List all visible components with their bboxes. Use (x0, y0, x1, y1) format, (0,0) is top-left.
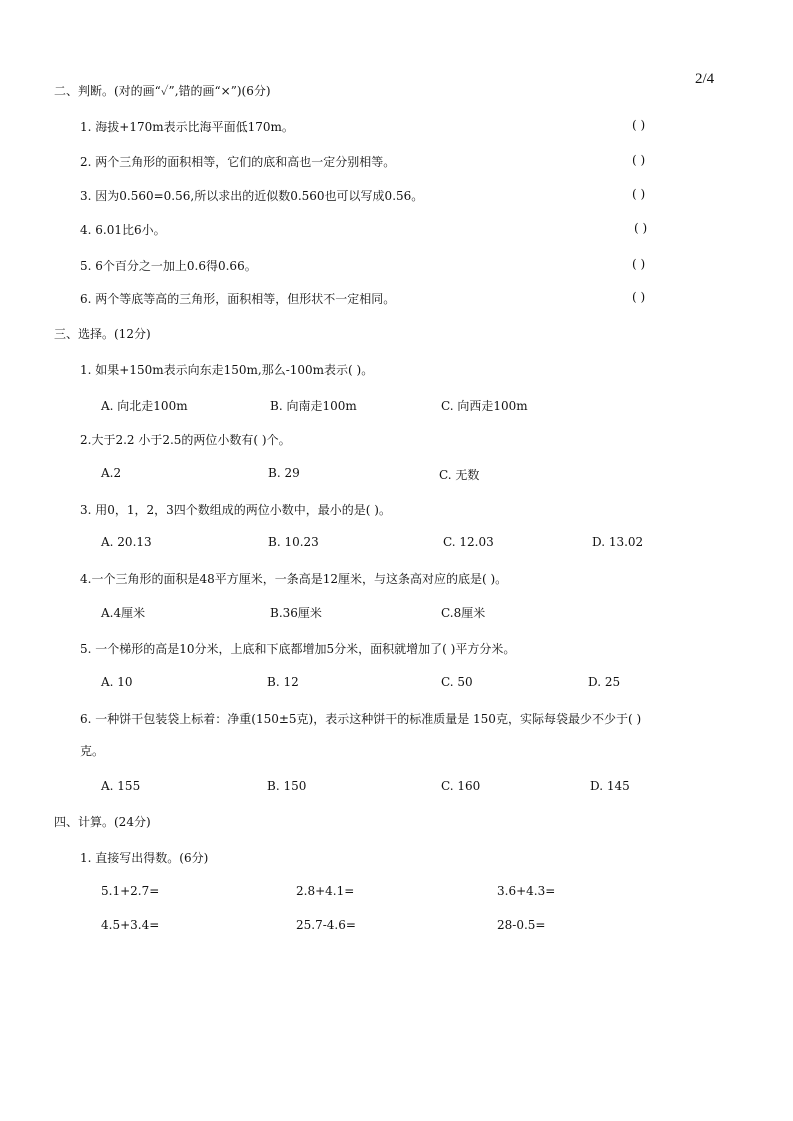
section-2-title: 二、判断。(对的画“✓”,错的画“×”)(6分) (54, 84, 271, 98)
calc-problem-6[interactable]: 28-0.5= (497, 918, 546, 932)
choice-6-option-a[interactable]: A. 155 (101, 779, 141, 793)
calc-problem-2[interactable]: 2.8+4.1= (296, 884, 355, 898)
calc-problem-5[interactable]: 25.7-4.6= (296, 918, 356, 932)
choice-1-option-b[interactable]: B. 向南走100m (270, 399, 357, 413)
choice-4-option-b[interactable]: B.36厘米 (270, 606, 322, 620)
judge-answer-6[interactable]: ( ) (632, 290, 646, 304)
choice-5-option-d[interactable]: D. 25 (588, 675, 621, 689)
choice-1-option-c[interactable]: C. 向西走100m (441, 399, 528, 413)
judge-answer-3[interactable]: ( ) (632, 187, 646, 201)
choice-2-option-b[interactable]: B. 29 (268, 466, 300, 480)
judge-answer-4[interactable]: ( ) (634, 221, 648, 235)
choice-5-option-c[interactable]: C. 50 (441, 675, 473, 689)
section-4-title: 四、计算。(24分) (54, 815, 151, 829)
choice-2-option-a[interactable]: A.2 (101, 466, 122, 480)
calc-problem-4[interactable]: 4.5+3.4= (101, 918, 160, 932)
choice-4-option-c[interactable]: C.8厘米 (441, 606, 486, 620)
choice-4-option-a[interactable]: A.4厘米 (101, 606, 146, 620)
judge-item-6: 6. 两个等底等高的三角形，面积相等，但形状不一定相同。 (80, 292, 396, 306)
choice-1-option-a[interactable]: A. 向北走100m (101, 399, 188, 413)
judge-answer-1[interactable]: ( ) (632, 118, 646, 132)
choice-5-option-b[interactable]: B. 12 (267, 675, 299, 689)
choice-3-option-b[interactable]: B. 10.23 (268, 535, 319, 549)
page-number: 2/4 (695, 71, 715, 87)
choice-question-6: 6. 一种饼干包装袋上标着：净重(150±5克)，表示这种饼干的标准质量是 150克，实际每袋最少不少于( ) (80, 712, 642, 726)
choice-2-option-c[interactable]: C. 无数 (439, 468, 480, 482)
choice-6-option-b[interactable]: B. 150 (267, 779, 307, 793)
judge-item-3: 3. 因为0.560=0.56,所以求出的近似数0.560也可以写成0.56。 (80, 189, 424, 203)
judge-item-5: 5. 6个百分之一加上0.6得0.66。 (80, 259, 257, 273)
choice-question-6-continued: 克。 (80, 744, 105, 758)
choice-question-2: 2.大于2.2 小于2.5的两位小数有( )个。 (80, 433, 291, 447)
section-3-title: 三、选择。(12分) (54, 327, 151, 341)
calc-problem-1[interactable]: 5.1+2.7= (101, 884, 160, 898)
choice-question-5: 5. 一个梯形的高是10分米，上底和下底都增加5分米，面积就增加了( )平方分米。 (80, 642, 516, 656)
choice-question-4: 4.一个三角形的面积是48平方厘米，一条高是12厘米，与这条高对应的底是( )。 (80, 572, 508, 586)
calc-subtitle-1: 1. 直接写出得数。(6分) (80, 851, 209, 865)
judge-answer-5[interactable]: ( ) (632, 257, 646, 271)
judge-item-4: 4. 6.01比6小。 (80, 223, 166, 237)
choice-3-option-a[interactable]: A. 20.13 (101, 535, 152, 549)
choice-3-option-c[interactable]: C. 12.03 (443, 535, 494, 549)
calc-problem-3[interactable]: 3.6+4.3= (497, 884, 556, 898)
choice-3-option-d[interactable]: D. 13.02 (592, 535, 644, 549)
choice-question-1: 1. 如果+150m表示向东走150m,那么-100m表示( )。 (80, 363, 374, 377)
choice-6-option-d[interactable]: D. 145 (590, 779, 630, 793)
choice-5-option-a[interactable]: A. 10 (101, 675, 133, 689)
choice-6-option-c[interactable]: C. 160 (441, 779, 481, 793)
judge-item-2: 2. 两个三角形的面积相等，它们的底和高也一定分别相等。 (80, 155, 396, 169)
choice-question-3: 3. 用0，1，2，3四个数组成的两位小数中，最小的是( )。 (80, 503, 391, 517)
judge-answer-2[interactable]: ( ) (632, 153, 646, 167)
judge-item-1: 1. 海拔+170m表示比海平面低170m。 (80, 120, 294, 134)
